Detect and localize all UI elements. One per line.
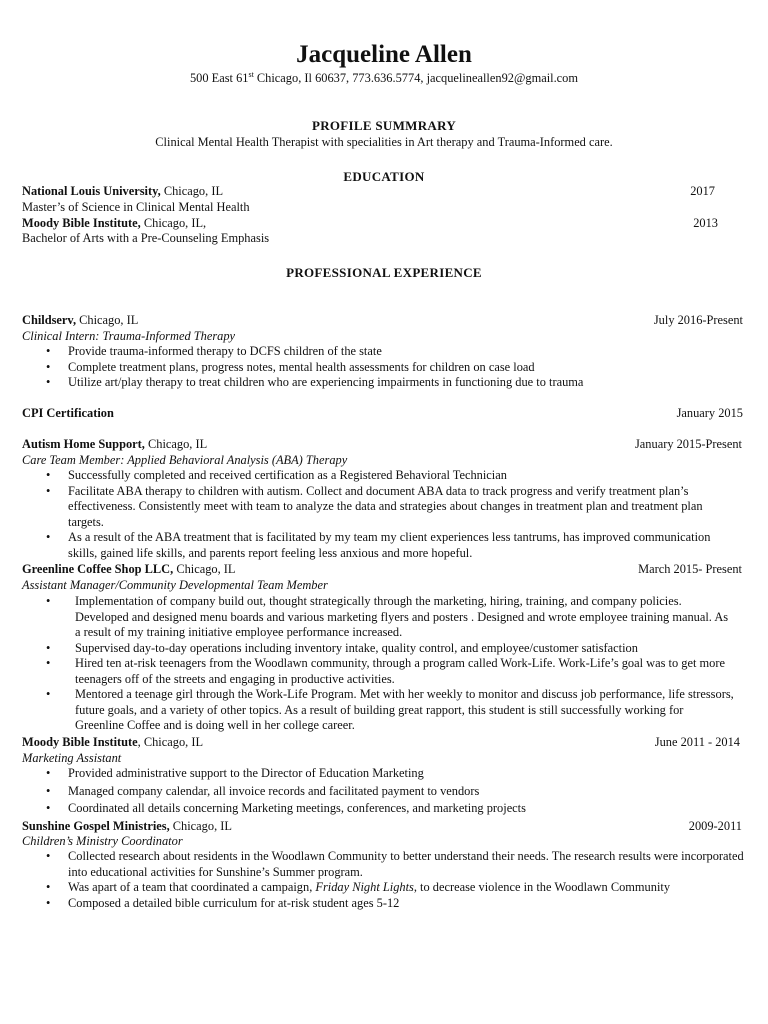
address-street: 500 East 61 [189,71,249,85]
job-role-autism: Care Team Member: Applied Behavioral Analysis (ABA) Therapy [22,453,348,467]
org-location: Chicago, IL [169,819,232,833]
job-dates-autism: January 2015-Present [634,437,742,451]
campaign-name: Friday Night Lights [315,880,414,894]
contact-line [0,71,768,87]
list-item: • Collected research about residents in the Woodlawn Community to better understand their needs. The research results were incorporated into educational activities for Sunshine’s Summer program. [44,849,744,880]
job-title-greenline [22,562,236,578]
list-item: • Coordinated all details concerning Marketing meetings, conferences, and marketing projects [44,801,744,817]
job-bullets-childserv [44,344,744,391]
school-name: Moody Bible Institute, [22,216,141,230]
org-name: Moody Bible Institute [22,735,138,749]
org-name: CPI Certification [22,406,114,420]
school-location: Chicago, IL, [140,216,207,230]
certification-date: January 2015 [676,406,743,420]
org-location: Chicago, IL [76,313,139,327]
job-title-childserv [22,313,138,329]
certification-cpi [22,406,114,422]
org-name: Childserv, [22,313,77,327]
list-item: • Provided administrative support to the Director of Education Marketing [44,766,744,782]
address-suffix: st [248,69,254,79]
job-dates-moody: June 2011 - 2014 [654,735,740,749]
list-item: • Provide trauma-informed therapy to DCFS children of the state [44,344,744,360]
job-bullets-autism [44,468,734,561]
education-heading: EDUCATION [343,169,425,184]
list-item: • Complete treatment plans, progress notes, mental health assessments for children on case load [44,360,744,376]
education-year-2: 2013 [693,216,718,230]
education-degree-2: Bachelor of Arts with a Pre-Counseling Emphasis [22,231,270,245]
list-item: • Hired ten at-risk teenagers from the Woodlawn community, through a program called Work-Life. Work-Life’s goal was to get more teenagers off of the streets and engaging in productive activities. [44,656,734,687]
org-name: Sunshine Gospel Ministries, [22,819,170,833]
list-item: • Managed company calendar, all invoice records and facilitated payment to vendors [44,784,744,800]
job-dates-childserv: July 2016-Present [653,313,743,327]
education-school-1 [22,184,223,200]
job-title-moody [22,735,203,751]
list-item: • Implementation of company build out, thought strategically through the marketing, hiring, training, and company policies. Developed and designed menu boards and various marketing flyers and posters . Designed and wrote employee training manual. As a result of my training initiative employee performance increased. [44,594,734,641]
job-role-childserv: Clinical Intern: Trauma-Informed Therapy [22,329,236,343]
job-bullets-sunshine [44,849,744,911]
list-item: • Composed a detailed bible curriculum for at-risk student ages 5-12 [44,896,744,912]
job-role-moody: Marketing Assistant [22,751,122,765]
job-dates-sunshine: 2009-2011 [688,819,742,833]
job-dates-greenline: March 2015- Present [638,562,742,576]
org-location: Chicago, IL [144,437,208,451]
job-title-autism [22,437,207,453]
list-item: • Facilitate ABA therapy to children with autism. Collect and document ABA data to track progress and verify treatment plan’s effectiveness. Consistently meet with team to analyze the data and strategies about changes in treatment plan and treatment plan targets. [44,484,734,531]
experience-heading: PROFESSIONAL EXPERIENCE [286,265,482,280]
org-name: Greenline Coffee Shop LLC, [22,562,174,576]
profile-heading: PROFILE SUMMRARY [311,118,457,133]
list-item [44,880,744,896]
job-role-sunshine: Children’s Ministry Coordinator [22,834,183,848]
list-item: • Utilize art/play therapy to treat children who are experiencing impairments in functioning due to trauma [44,375,744,391]
job-bullets-greenline [44,594,734,734]
school-location: Chicago, IL [160,184,224,198]
candidate-name: Jacqueline Allen [296,41,472,68]
job-bullets-moody [44,766,744,817]
list-item: • Supervised day-to-day operations including inventory intake, quality control, and employee/customer satisfaction [44,641,734,657]
campaign-text-pre: Was apart of a team that coordinated a campaign, [68,880,316,894]
education-degree-1: Master’s of Science in Clinical Mental Health [22,200,250,214]
org-location: Chicago, IL [173,562,236,576]
list-item: • Successfully completed and received certification as a Registered Behavioral Technician [44,468,734,484]
list-item: • As a result of the ABA treatment that is facilitated by my team my client experiences less tantrums, has improved communication skills, gained life skills, and parents report feeling less anxious and more hopeful. [44,530,734,561]
org-location: , Chicago, IL [137,735,204,749]
job-title-sunshine [22,819,232,835]
profile-text: Clinical Mental Health Therapist with specialities in Art therapy and Trauma-Informed care. [155,135,613,149]
address-rest: Chicago, Il 60637, 773.636.5774, jacquelineallen92@gmail.com [253,71,579,85]
job-role-greenline: Assistant Manager/Community Developmental Team Member [22,578,328,592]
campaign-text-post: , to decrease violence in the Woodlawn Community [413,880,671,894]
org-name: Autism Home Support, [22,437,145,451]
education-school-2 [22,216,206,232]
school-name: National Louis University, [22,184,161,198]
list-item: • Mentored a teenage girl through the Work-Life Program. Met with her weekly to monitor and discuss job performance, life stressors, future goals, and a variety of other topics. As a result of building great rapport, this student is still successfully working for Greenline Coffee and is doing well in her college career. [44,687,734,734]
education-year-1: 2017 [690,184,715,198]
